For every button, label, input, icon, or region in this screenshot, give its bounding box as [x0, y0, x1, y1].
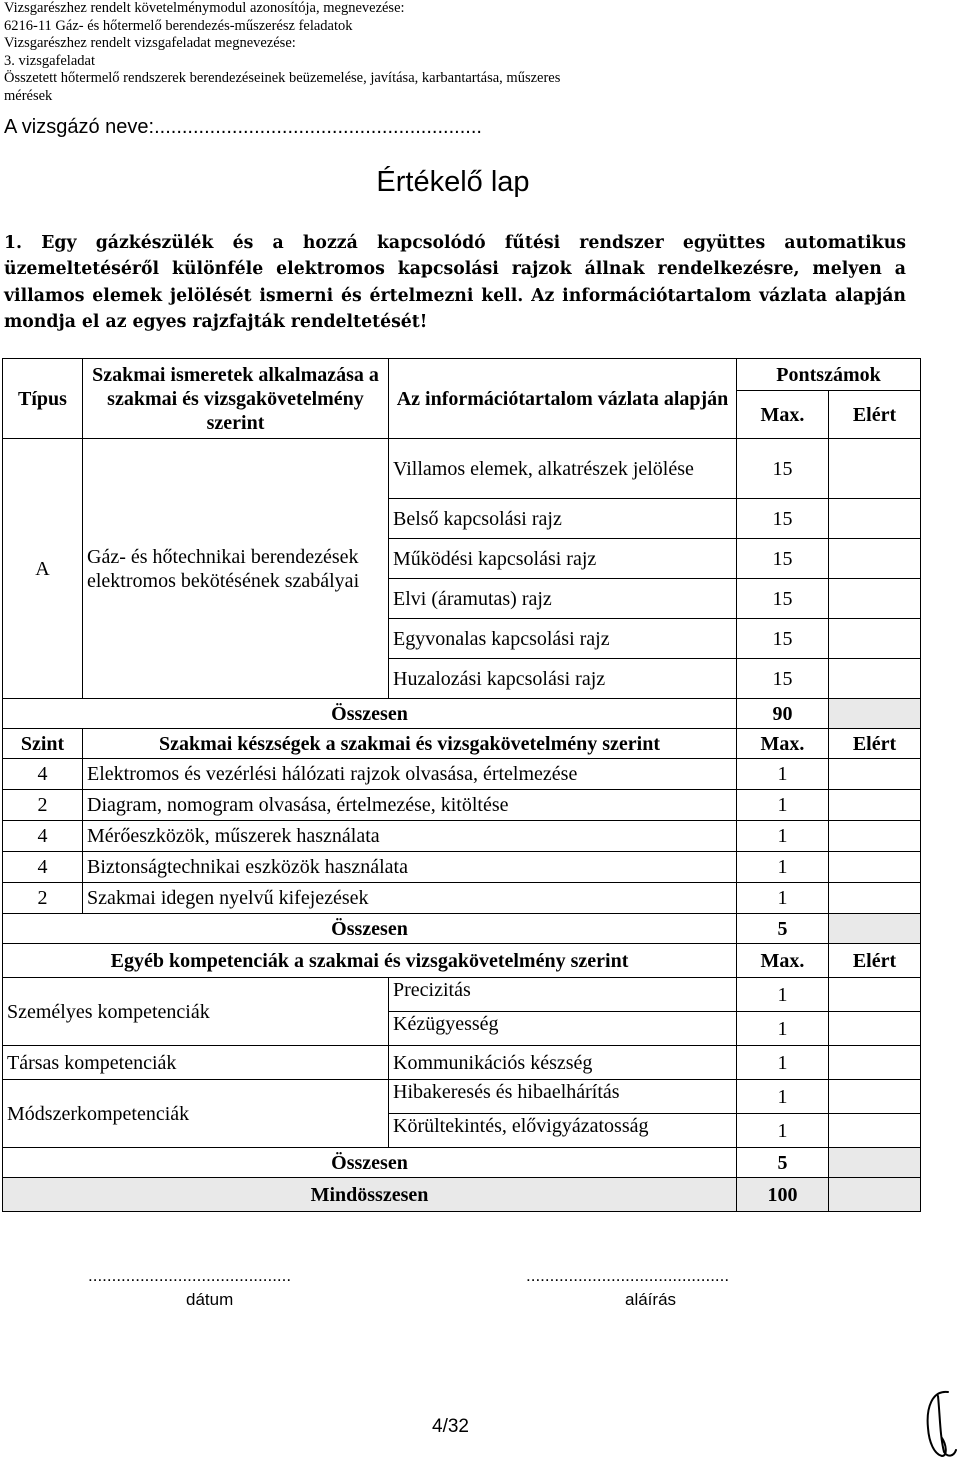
skill-level: 2	[3, 883, 83, 914]
score-input-cell[interactable]	[829, 852, 921, 883]
max-value: 1	[737, 1012, 829, 1046]
signature-label: aláírás	[625, 1290, 677, 1309]
competence-item: Kommunikációs készség	[389, 1046, 737, 1080]
score-input-cell[interactable]	[829, 883, 921, 914]
col-max-header: Max.	[737, 729, 829, 759]
score-input-cell[interactable]	[829, 1012, 921, 1046]
skill-label: Mérőeszközök, műszerek használata	[83, 821, 737, 852]
social-competences-label: Társas kompetenciák	[3, 1046, 389, 1080]
score-input-cell[interactable]	[829, 759, 921, 790]
section3-total-label: Összesen	[3, 1148, 737, 1178]
header-line: Összetett hőtermelő rendszerek berendezéseinek beüzemelése, javítása, karbantartása, műszeres	[4, 70, 561, 86]
evaluation-table	[2, 358, 921, 1212]
section1-total-label: Összesen	[3, 699, 737, 729]
page-number: 4/32	[432, 1416, 469, 1437]
grand-total-value: 100	[737, 1178, 829, 1212]
score-input-cell[interactable]	[829, 619, 921, 659]
section3-total-value: 5	[737, 1148, 829, 1178]
max-value: 1	[737, 1114, 829, 1148]
col-max-header: Max.	[737, 944, 829, 978]
header-line: Vizsgarészhez rendelt vizsgafeladat megnevezése:	[4, 35, 296, 51]
info-row-label: Működési kapcsolási rajz	[389, 539, 737, 579]
max-value: 1	[737, 790, 829, 821]
score-input-cell[interactable]	[829, 1114, 921, 1148]
page-title: Értékelő lap	[376, 166, 530, 198]
score-input-cell[interactable]	[829, 659, 921, 699]
score-input-cell[interactable]	[829, 1080, 921, 1114]
max-value: 1	[737, 883, 829, 914]
info-row-label: Elvi (áramutas) rajz	[389, 579, 737, 619]
method-competences-label: Módszerkompetenciák	[3, 1080, 389, 1148]
max-value: 15	[737, 539, 829, 579]
competence-item: Kézügyesség	[389, 1012, 737, 1046]
date-dots[interactable]: ...........................................	[88, 1266, 292, 1285]
score-input-cell[interactable]	[829, 790, 921, 821]
section1-total-value: 90	[737, 699, 829, 729]
date-label: dátum	[186, 1290, 234, 1309]
info-row-label: Egyvonalas kapcsolási rajz	[389, 619, 737, 659]
score-input-cell[interactable]	[829, 579, 921, 619]
examinee-name-field[interactable]: A vizsgázó neve:...........................................................	[4, 116, 482, 138]
score-input-cell[interactable]	[829, 1046, 921, 1080]
skill-label: Biztonságtechnikai eszközök használata	[83, 852, 737, 883]
score-input-cell[interactable]	[829, 978, 921, 1012]
module-header	[4, 0, 560, 105]
max-value: 1	[737, 1080, 829, 1114]
score-input-cell[interactable]	[829, 539, 921, 579]
max-value: 1	[737, 821, 829, 852]
section3-total-score	[829, 1148, 921, 1178]
signature-dots[interactable]: ...........................................	[526, 1266, 730, 1285]
max-value: 15	[737, 499, 829, 539]
col-got-header: Elért	[829, 729, 921, 759]
section2-total-value: 5	[737, 914, 829, 944]
task-description: 1. Egy gázkészülék és a hozzá kapcsolódó fűtési rendszer együttes automatikus üzemeltetéséről különféle elektromos kapcsolási rajzok állnak rendelkezésre, melyen a villamos elemek jelölését ismerni és értelmezni kell. Az információtartalom vázlata alapján mondja el az egyes rajzfajták rendeltetését!	[4, 233, 906, 332]
col-max-header: Max.	[737, 391, 829, 439]
section1-total-score	[829, 699, 921, 729]
col-got-header: Elért	[829, 391, 921, 439]
skill-label: Elektromos és vezérlési hálózati rajzok olvasása, értelmezése	[83, 759, 737, 790]
competence-item: Hibakeresés és hibaelhárítás	[389, 1080, 737, 1114]
col-skills-header: Szakmai készségek a szakmai és vizsgakövetelmény szerint	[83, 729, 737, 759]
col-knowledge-header: Szakmai ismeretek alkalmazása a szakmai és vizsgakövetelmény szerint	[83, 359, 389, 439]
col-level-header: Szint	[3, 729, 83, 759]
score-input-cell[interactable]	[829, 499, 921, 539]
grand-total-score	[829, 1178, 921, 1212]
score-input-cell[interactable]	[829, 439, 921, 499]
col-points-header: Pontszámok	[737, 359, 921, 391]
skill-label: Diagram, nomogram olvasása, értelmezése, kitöltése	[83, 790, 737, 821]
grand-total-label: Mindösszesen	[3, 1178, 737, 1212]
other-competences-header: Egyéb kompetenciák a szakmai és vizsgakövetelmény szerint	[3, 944, 737, 978]
score-input-cell[interactable]	[829, 821, 921, 852]
competence-item: Precizitás	[389, 978, 737, 1012]
skill-level: 4	[3, 821, 83, 852]
personal-competences-label: Személyes kompetenciák	[3, 978, 389, 1046]
info-row-label: Belső kapcsolási rajz	[389, 499, 737, 539]
max-value: 15	[737, 439, 829, 499]
header-line: 6216-11 Gáz- és hőtermelő berendezés-műszerész feladatok	[4, 17, 353, 34]
skill-level: 4	[3, 852, 83, 883]
max-value: 1	[737, 759, 829, 790]
header-line: 3. vizsgafeladat	[4, 52, 95, 69]
col-type-header: Típus	[3, 359, 83, 439]
skill-label: Szakmai idegen nyelvű kifejezések	[83, 883, 737, 914]
handwritten-signature	[918, 1386, 958, 1460]
info-row-label: Huzalozási kapcsolási rajz	[389, 659, 737, 699]
max-value: 1	[737, 1046, 829, 1080]
info-row-label: Villamos elemek, alkatrészek jelölése	[389, 439, 737, 499]
type-cell: A	[3, 439, 83, 699]
section2-total-score	[829, 914, 921, 944]
max-value: 15	[737, 659, 829, 699]
skill-level: 2	[3, 790, 83, 821]
col-info-header: Az információtartalom vázlata alapján	[389, 359, 737, 439]
header-line: Vizsgarészhez rendelt követelménymodul azonosítója, megnevezése:	[4, 0, 405, 16]
knowledge-cell: Gáz- és hőtechnikai berendezések elektromos bekötésének szabályai	[83, 439, 389, 699]
skill-level: 4	[3, 759, 83, 790]
col-got-header: Elért	[829, 944, 921, 978]
section2-total-label: Összesen	[3, 914, 737, 944]
competence-item: Körültekintés, elővigyázatosság	[389, 1114, 737, 1148]
max-value: 15	[737, 619, 829, 659]
max-value: 1	[737, 852, 829, 883]
max-value: 1	[737, 978, 829, 1012]
header-line: mérések	[4, 87, 53, 104]
max-value: 15	[737, 579, 829, 619]
